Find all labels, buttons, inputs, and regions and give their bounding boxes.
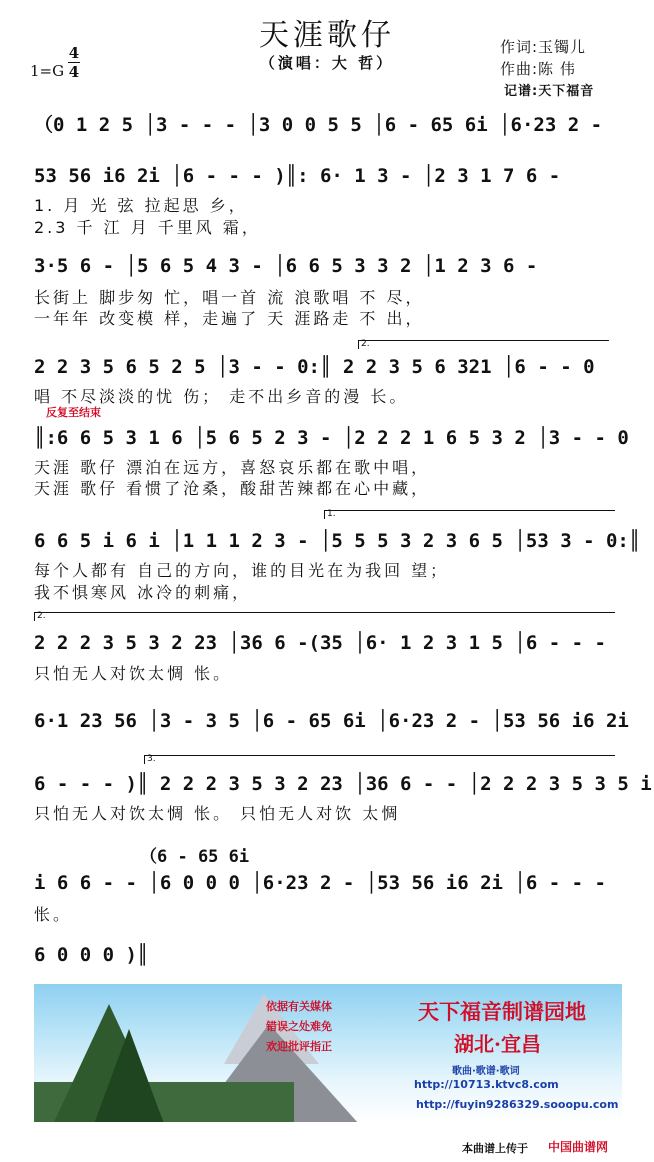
score-row-5: ║:6 6 5 3 1 6 │5 6 5 2 3 - │2 2 2 1 6 5 3 2 │3 - - 0 <box>34 427 629 449</box>
time-signature <box>68 44 80 81</box>
repeat-mark: 反复至结束 <box>46 406 101 419</box>
score-row-6: 6 6 5 i 6 i │1 1 1 2 3 - │5 5 5 3 2 3 6 5 │53 3 - 0:║ <box>34 530 641 552</box>
lyric-row-3b: 一年年 改变模 样，走遍了 天 涯路走 不 出， <box>34 309 425 328</box>
key-signature: 1=G <box>30 62 65 80</box>
lyric-row-7: 只怕无人对饮太惆 怅。 <box>34 664 233 683</box>
site-location: 湖北·宜昌 <box>454 1032 541 1056</box>
score-row-2: 53 56 i6 2i │6 - - - )║: 6· 1 3 - │2 3 1 7 6 - <box>34 165 561 187</box>
notice-line-2: 错误之处难免 <box>266 1020 332 1033</box>
promo-banner <box>34 984 622 1122</box>
score-row-10: i 6 6 - - │6 0 0 0 │6·23 2 - │53 56 i6 2i │6 - - - <box>34 872 606 894</box>
pine-tree-icon <box>94 1029 164 1122</box>
ending-3-bracket: 3. <box>144 755 615 764</box>
score-row-3: 3·5 6 - │5 6 5 4 3 - │6 6 5 3 3 2 │1 2 3 6 - <box>34 255 538 277</box>
lyric-row-10: 怅。 <box>34 905 73 924</box>
lyric-row-4: 唱 不尽淡淡的忧 伤； 走不出乡音的漫 长。 <box>34 387 409 406</box>
score-row-7: 2 2 2 3 5 3 2 23 │36 6 -(35 │6· 1 2 3 1 5 │6 - - - <box>34 632 606 654</box>
transcriber: 记谱:天下福音 <box>504 84 595 99</box>
singer-line: （演唱：大 哲） <box>259 54 395 72</box>
lyric-row-6a: 每个人都有 自己的方向，谁的目光在为我回 望； <box>34 561 450 580</box>
song-title: 天涯歌仔 <box>259 18 395 53</box>
ending-2-bracket: 2. <box>358 340 609 349</box>
score-row-8: 6·1 23 56 │3 - 3 5 │6 - 65 6i │6·23 2 - │53 56 i6 2i <box>34 710 629 732</box>
lyric-row-5a: 天涯 歌仔 漂泊在远方，喜怒哀乐都在歌中唱， <box>34 458 431 477</box>
site-url-1[interactable]: http://10713.ktvc8.com <box>414 1078 559 1091</box>
score-row-4: 2 2 3 5 6 5 2 5 │3 - - 0:║ 2 2 3 5 6 321 │6 - - 0 <box>34 356 595 378</box>
composer: 作曲:陈 伟 <box>500 60 576 78</box>
time-top: 4 <box>68 44 80 62</box>
lyric-row-9: 只怕无人对饮太惆 怅。 只怕无人对饮 太惆 <box>34 804 401 823</box>
ending-2b-bracket: 2. <box>34 612 615 621</box>
ending-1-bracket: 1. <box>324 510 615 519</box>
site-subtitle: 歌曲·歌谱·歌词 <box>452 1066 520 1077</box>
site-name: 天下福音制谱园地 <box>418 999 586 1024</box>
score-row-9: 6 - - - )║ 2 2 2 3 5 3 2 23 │36 6 - - │2 2 2 3 5 3 5 i <box>34 773 652 795</box>
lyric-row-6b: 我不惧寒风 冰冷的刺痛， <box>34 583 252 602</box>
notice-line-1: 依据有关媒体 <box>266 1000 332 1013</box>
lyric-row-2a: 1. 月 光 弦 拉起思 乡， <box>34 196 248 215</box>
score-row-1: （0 1 2 5 │3 - - - │3 0 0 5 5 │6 - 65 6i │6·23 2 - <box>34 114 603 136</box>
lyric-row-3a: 长街上 脚步匆 忙，唱一首 流 浪歌唱 不 尽， <box>34 288 425 307</box>
lyricist: 作词:玉镯儿 <box>500 38 587 56</box>
notice-line-3: 欢迎批评指正 <box>266 1040 332 1053</box>
score-row-11: 6 0 0 0 )║ <box>34 944 149 966</box>
score-row-10-upper: （6 - 65 6i <box>140 847 250 867</box>
footer-brand-logo[interactable]: 中国曲谱网 <box>548 1140 609 1154</box>
lyric-row-5b: 天涯 歌仔 看惯了沧桑，酸甜苦辣都在心中藏， <box>34 479 431 498</box>
time-bottom: 4 <box>68 63 80 81</box>
lyric-row-2b: 2.3 千 江 月 千里风 霜， <box>34 218 261 237</box>
footer-text: 本曲谱上传于 <box>462 1142 528 1155</box>
site-url-2[interactable]: http://fuyin9286329.sooopu.com <box>416 1098 619 1111</box>
